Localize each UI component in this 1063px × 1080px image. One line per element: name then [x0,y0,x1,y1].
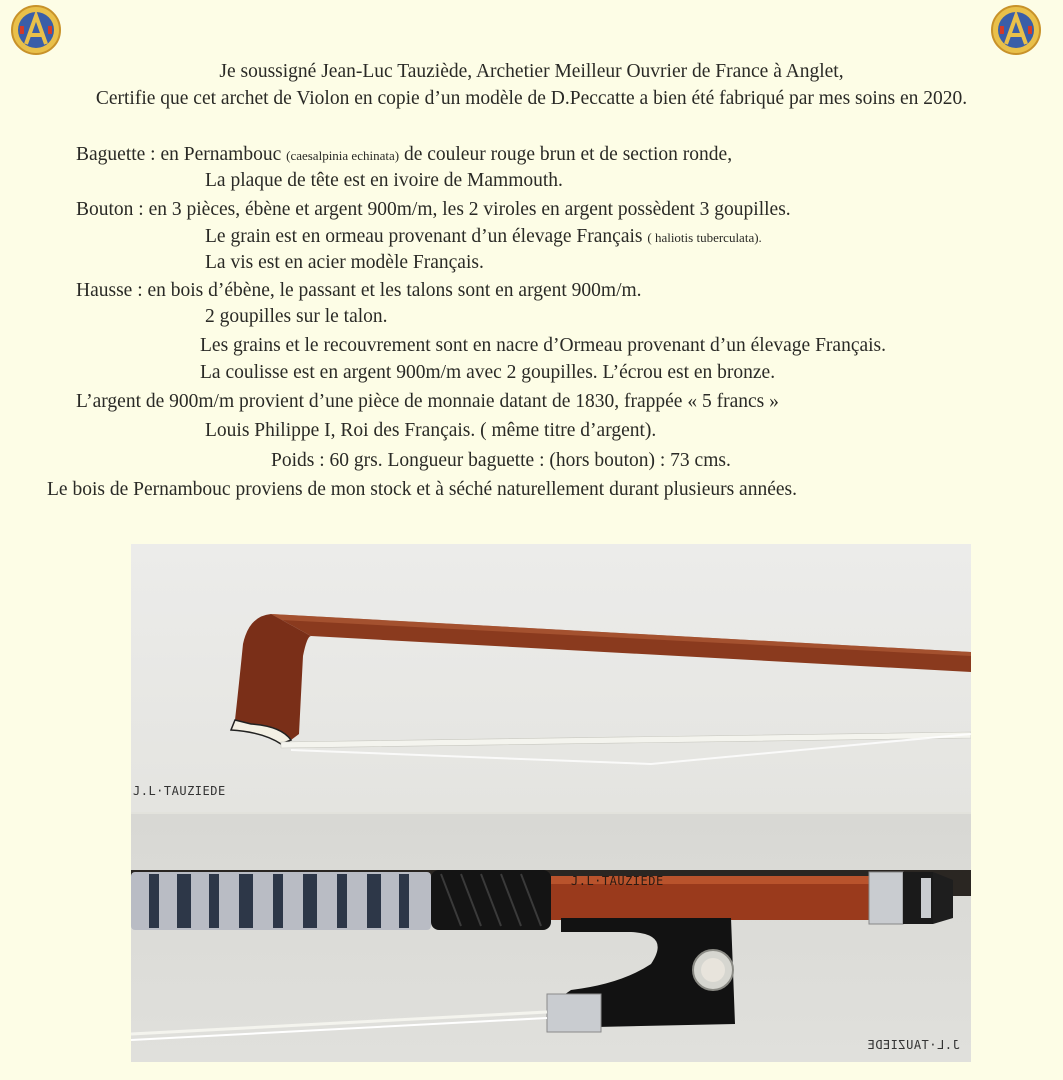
argent-line: L’argent de 900m/m provient d’une pièce de monnaie datant de 1830, frappée « 5 francs » [76,391,779,412]
baguette-text: Baguette : en Pernambouc [76,144,287,165]
grain-text: Le grain est en ormeau provenant d’un élevage Français [205,226,648,247]
vis-line: La vis est en acier modèle Français. [205,252,484,273]
header-line-2: Certifie que cet archet de Violon en copie d’un modèle de D.Peccatte a bien été fabriqué par mes soins en 2020. [95,88,968,109]
stamp-bottom-mirrored: J.L·TAUZIEDE [867,1038,960,1052]
mof-logo-icon [990,4,1042,56]
coulisse-line: La coulisse est en argent 900m/m avec 2 goupilles. L’écrou est en bronze. [200,362,776,383]
bow-head-drawing [131,544,971,812]
plaque-line: La plaque de tête est en ivoire de Mammouth. [205,170,563,191]
bow-frog-drawing [131,814,971,1062]
poids-line: Poids : 60 grs. Longueur baguette : (hors bouton) : 73 cms. [271,450,731,471]
goupilles-line: 2 goupilles sur le talon. [205,306,388,327]
bow-frog-photo [131,814,971,1062]
bow-head-photo [131,544,971,812]
grain-line [205,224,762,251]
bois-line: Le bois de Pernambouc proviens de mon stock et à séché naturellement durant plusieurs années. [47,479,797,500]
hausse-line: Hausse : en bois d’ébène, le passant et les talons sont en argent 900m/m. [76,280,642,301]
stamp-top: J.L·TAUZIEDE [133,784,226,798]
header-line-1: Je soussigné Jean-Luc Tauziède, Archetier Meilleur Ouvrier de France à Anglet, [219,61,844,82]
louis-line: Louis Philippe I, Roi des Français. ( même titre d’argent). [205,420,657,441]
bouton-line: Bouton : en 3 pièces, ébène et argent 900m/m, les 2 viroles en argent possèdent 3 goupilles. [76,199,791,220]
bow-photograph [131,544,971,1062]
certificate-header [0,58,1063,112]
stick-stamp: J.L·TAUZIEDE [571,874,664,888]
mof-logo-icon [10,4,62,56]
baguette-text-end: de couleur rouge brun et de section ronde, [399,144,733,165]
baguette-latin: (caesalpinia echinata) [286,148,400,163]
grains-line: Les grains et le recouvrement sont en nacre d’Ormeau provenant d’un élevage Français. [200,335,887,356]
grain-latin: ( haliotis tuberculata). [647,230,762,245]
baguette-line [76,142,732,169]
